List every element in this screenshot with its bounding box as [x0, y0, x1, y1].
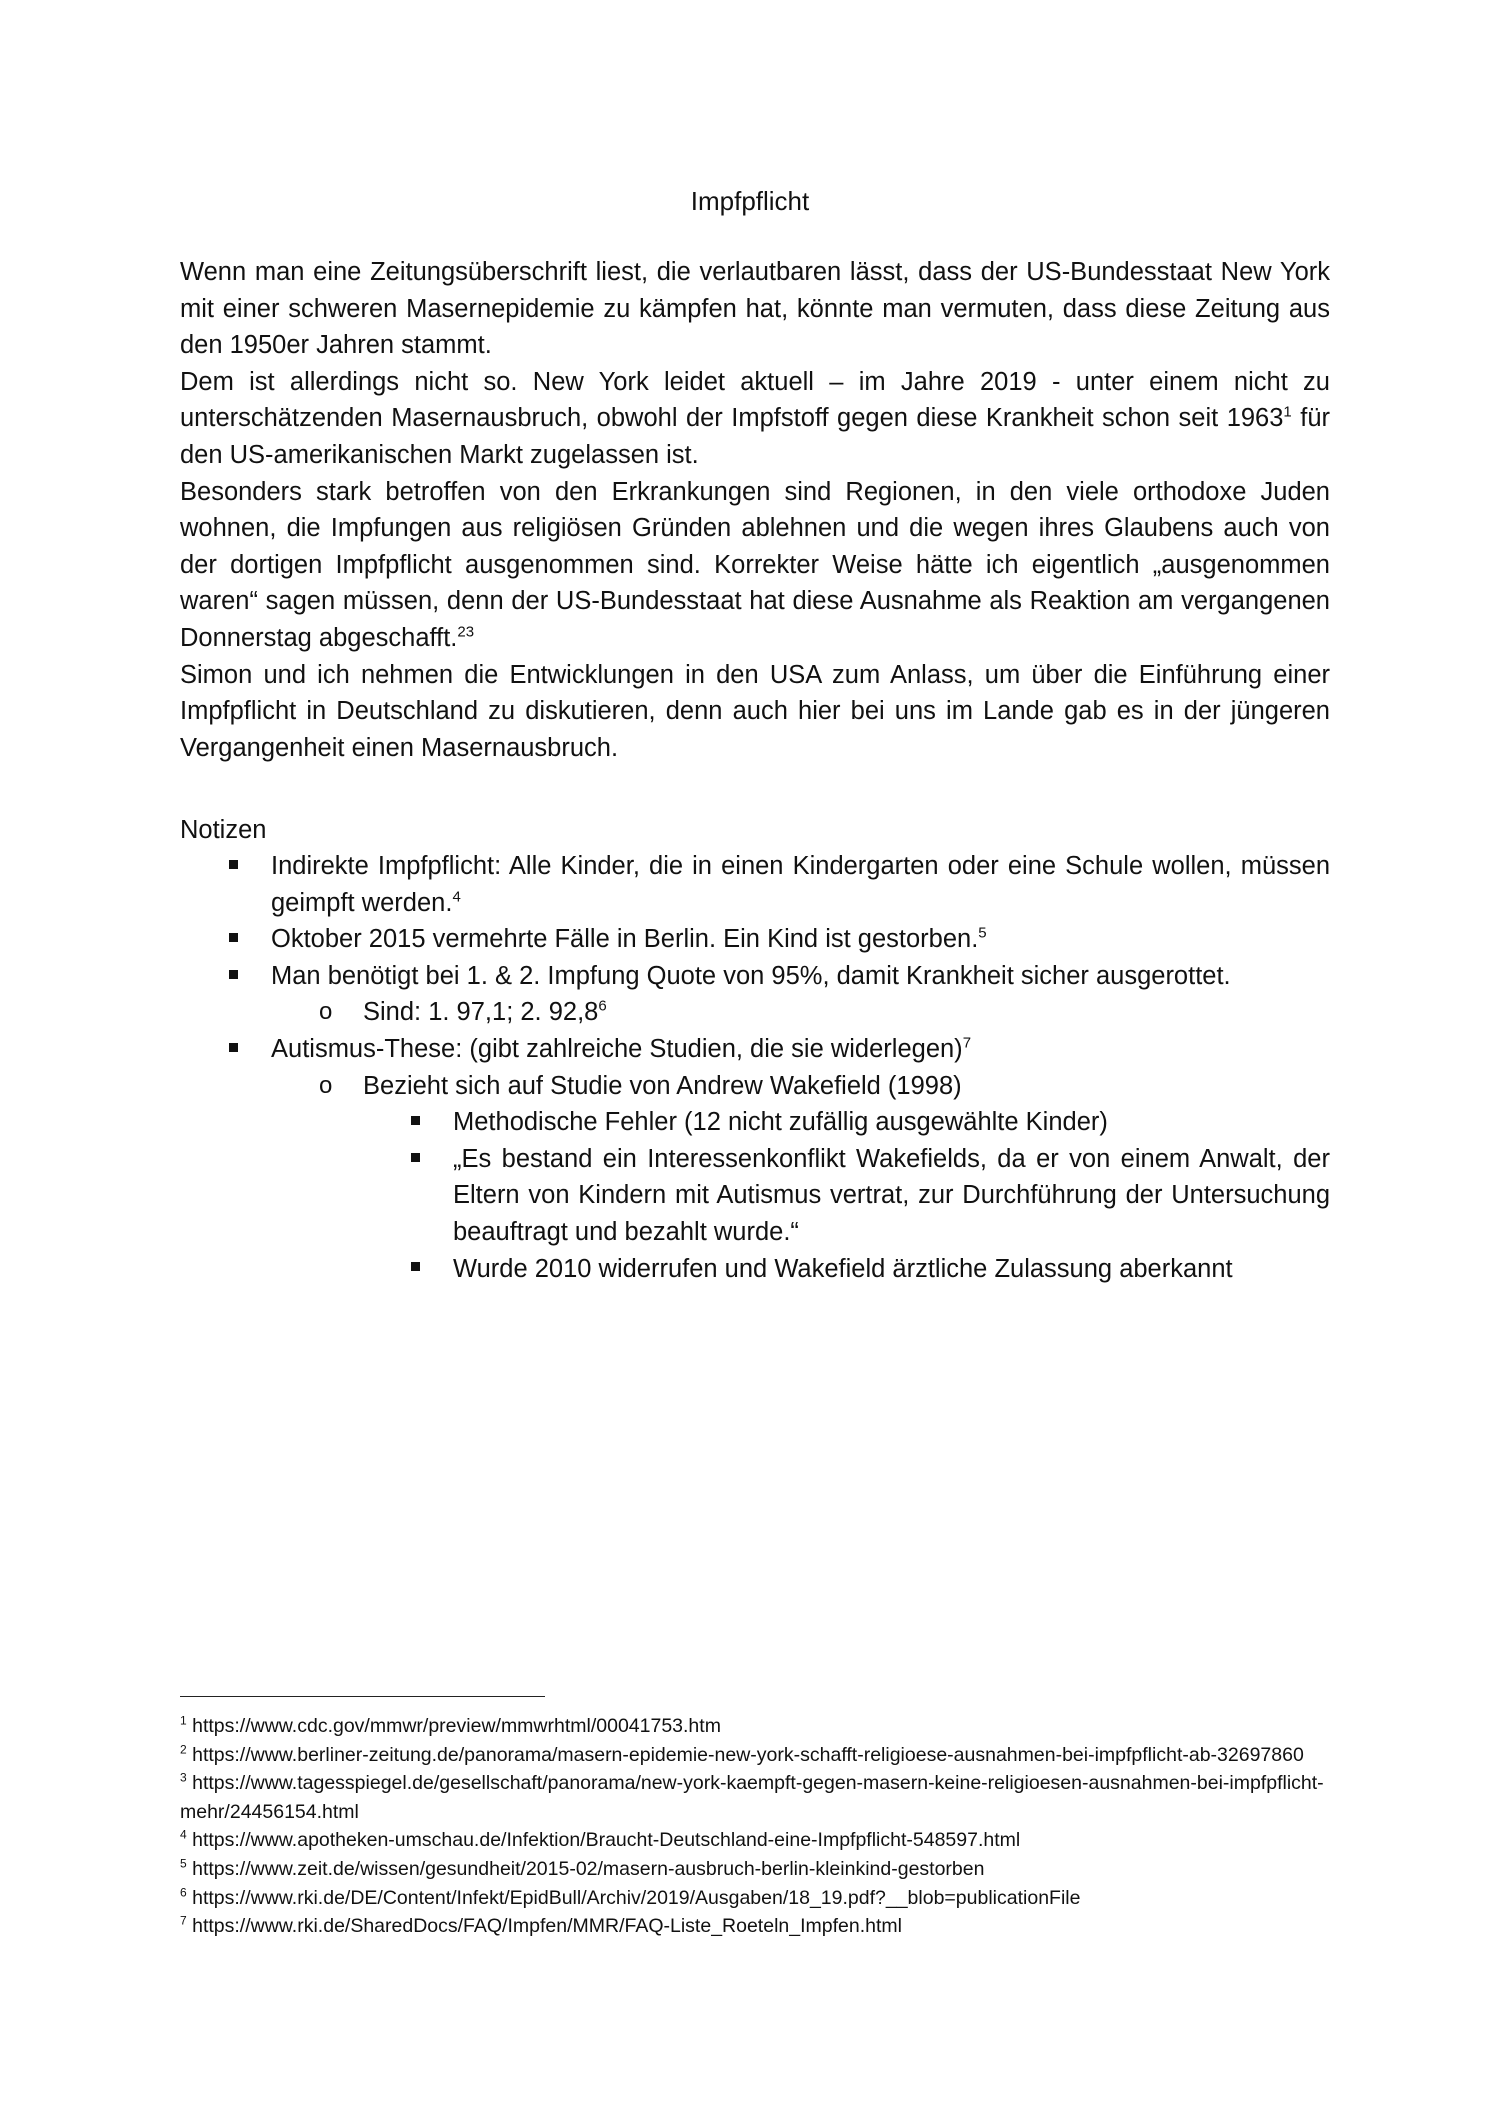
- list-item: [271, 848, 1330, 921]
- footnotes: [180, 1712, 1340, 1941]
- list-item: [453, 1141, 1330, 1251]
- footnote-link[interactable]: https://www.zeit.de/wissen/gesundheit/2015-02/masern-ausbruch-berlin-kleinkind-gestorben: [192, 1857, 985, 1880]
- footnote: [180, 1826, 1340, 1855]
- paragraph-text: Besonders stark betroffen von den Erkrankungen sind Regionen, in den viele orthodoxe Juden wohnen, die Impfungen aus religiösen Gründen ablehnen und die wegen ihres Glaubens auch von der dortigen Impfpflicht ausgenommen sind. Korrekter Weise hätte ich eigentlich „ausgenommen waren“ sagen müssen, denn der US-Bundesstaat hat diese Ausnahme als Reaktion am vergangenen Donnerstag abgeschafft.: [180, 477, 1330, 652]
- list-item: [271, 1031, 1330, 1068]
- circle-bullet-icon: o: [319, 1071, 333, 1099]
- page-title: Impfpflicht: [690, 186, 810, 216]
- footnote: [180, 1855, 1340, 1884]
- footnote: [180, 1912, 1340, 1941]
- footnote: [180, 1741, 1340, 1770]
- notes-list: [180, 848, 1330, 1287]
- list-item-text: Methodische Fehler (12 nicht zufällig ausgewählte Kinder): [453, 1108, 1108, 1137]
- footnote-link[interactable]: https://www.rki.de/SharedDocs/FAQ/Impfen/MMR/FAQ-Liste_Roeteln_Impfen.html: [192, 1915, 902, 1938]
- list-item: [271, 958, 1330, 995]
- square-bullet-icon: [229, 921, 238, 958]
- footnote-number: 5: [180, 1856, 187, 1871]
- footnote-number: 2: [180, 1742, 187, 1757]
- list-item-text: Indirekte Impfpflicht: Alle Kinder, die in einen Kindergarten oder eine Schule wollen, müssen geimpft werden.: [271, 852, 1330, 917]
- list-item: [453, 1104, 1330, 1141]
- footnote: [180, 1712, 1340, 1741]
- list-item-text: Oktober 2015 vermehrte Fälle in Berlin. Ein Kind ist gestorben.: [271, 925, 979, 954]
- footnote-ref[interactable]: 6: [598, 997, 607, 1015]
- footnote: [180, 1884, 1340, 1913]
- footnote: [180, 1769, 1340, 1826]
- footnote-ref[interactable]: 5: [978, 924, 987, 942]
- footnote-ref[interactable]: 23: [457, 623, 475, 641]
- list-item: [453, 1251, 1330, 1288]
- list-item-text: „Es bestand ein Interessenkonflikt Wakefields, da er von einem Anwalt, der Eltern von Kindern mit Autismus vertrat, zur Durchführung der Untersuchung beauftragt und bezahlt wurde.“: [453, 1144, 1330, 1246]
- notes-heading: Notizen: [180, 816, 267, 844]
- footnote-ref[interactable]: 1: [1283, 403, 1292, 421]
- footnote-number: 1: [180, 1713, 187, 1728]
- footnote-link[interactable]: https://www.rki.de/DE/Content/Infekt/EpidBull/Archiv/2019/Ausgaben/18_19.pdf?__blob=publicationFile: [192, 1886, 1081, 1909]
- paragraph-text: für den US-amerikanischen Markt zugelassen ist.: [180, 404, 1330, 469]
- footnote-number: 3: [180, 1770, 187, 1785]
- paragraph-text: Simon und ich nehmen die Entwicklungen in den USA zum Anlass, um über die Einführung einer Impfpflicht in Deutschland zu diskutieren, denn auch hier bei uns im Lande gab es in der jüngeren Vergangenheit einen Masernausbruch.: [180, 660, 1330, 762]
- list-item-text: Sind: 1. 97,1; 2. 92,8: [363, 998, 599, 1027]
- footnote-number: 6: [180, 1885, 187, 1900]
- footnote-link[interactable]: https://www.apotheken-umschau.de/Infektion/Braucht-Deutschland-eine-Impfpflicht-548597.html: [192, 1829, 1021, 1852]
- list-item: [319, 1068, 1330, 1105]
- list-item: [319, 994, 1330, 1031]
- footnote-number: 4: [180, 1827, 187, 1842]
- paragraph-4: [180, 657, 1330, 767]
- paragraph-text: Dem ist allerdings nicht so. New York leidet aktuell – im Jahre 2019 - unter einem nicht zu unterschätzenden Masernausbruch, obwohl der Impfstoff gegen diese Krankheit schon seit 1963: [180, 367, 1330, 433]
- paragraph-3: [180, 474, 1330, 657]
- footnote-link[interactable]: https://www.tagesspiegel.de/gesellschaft/panorama/new-york-kaempft-gegen-masern-keine-religioesen-ausnahmen-bei-impfpflicht-mehr/24456154.html: [180, 1772, 1324, 1823]
- footnote-link[interactable]: https://www.cdc.gov/mmwr/preview/mmwrhtml/00041753.htm: [192, 1715, 721, 1737]
- footnote-separator: [180, 1696, 545, 1697]
- list-item-text: Man benötigt bei 1. & 2. Impfung Quote von 95%, damit Krankheit sicher ausgerottet.: [271, 961, 1231, 990]
- list-item: [271, 921, 1330, 958]
- footnote-number: 7: [180, 1913, 187, 1928]
- footnote-link[interactable]: https://www.berliner-zeitung.de/panorama/masern-epidemie-new-york-schafft-religioese-ausnahmen-bei-impfpflicht-ab-32697860: [192, 1743, 1304, 1766]
- list-item-text: Wurde 2010 widerrufen und Wakefield ärztliche Zulassung aberkannt: [453, 1254, 1233, 1283]
- square-bullet-icon: [411, 1141, 420, 1178]
- body-text: [180, 254, 1330, 766]
- paragraph-1: [180, 254, 1330, 364]
- circle-bullet-icon: o: [319, 998, 333, 1026]
- square-bullet-icon: [411, 1104, 420, 1141]
- list-item-text: Autismus-These: (gibt zahlreiche Studien, die sie widerlegen): [271, 1034, 963, 1063]
- footnote-ref[interactable]: 4: [452, 888, 461, 906]
- footnote-ref[interactable]: 7: [962, 1034, 972, 1052]
- list-item-text: Bezieht sich auf Studie von Andrew Wakefield (1998): [363, 1071, 962, 1100]
- square-bullet-icon: [229, 958, 238, 995]
- square-bullet-icon: [229, 1031, 238, 1068]
- paragraph-2: [180, 364, 1330, 474]
- paragraph-text: Wenn man eine Zeitungsüberschrift liest, die verlautbaren lässt, dass der US-Bundesstaat New York mit einer schweren Masernepidemie zu kämpfen hat, könnte man vermuten, dass diese Zeitung aus den 1950er Jahren stammt.: [180, 258, 1330, 360]
- square-bullet-icon: [411, 1251, 420, 1288]
- square-bullet-icon: [229, 848, 238, 885]
